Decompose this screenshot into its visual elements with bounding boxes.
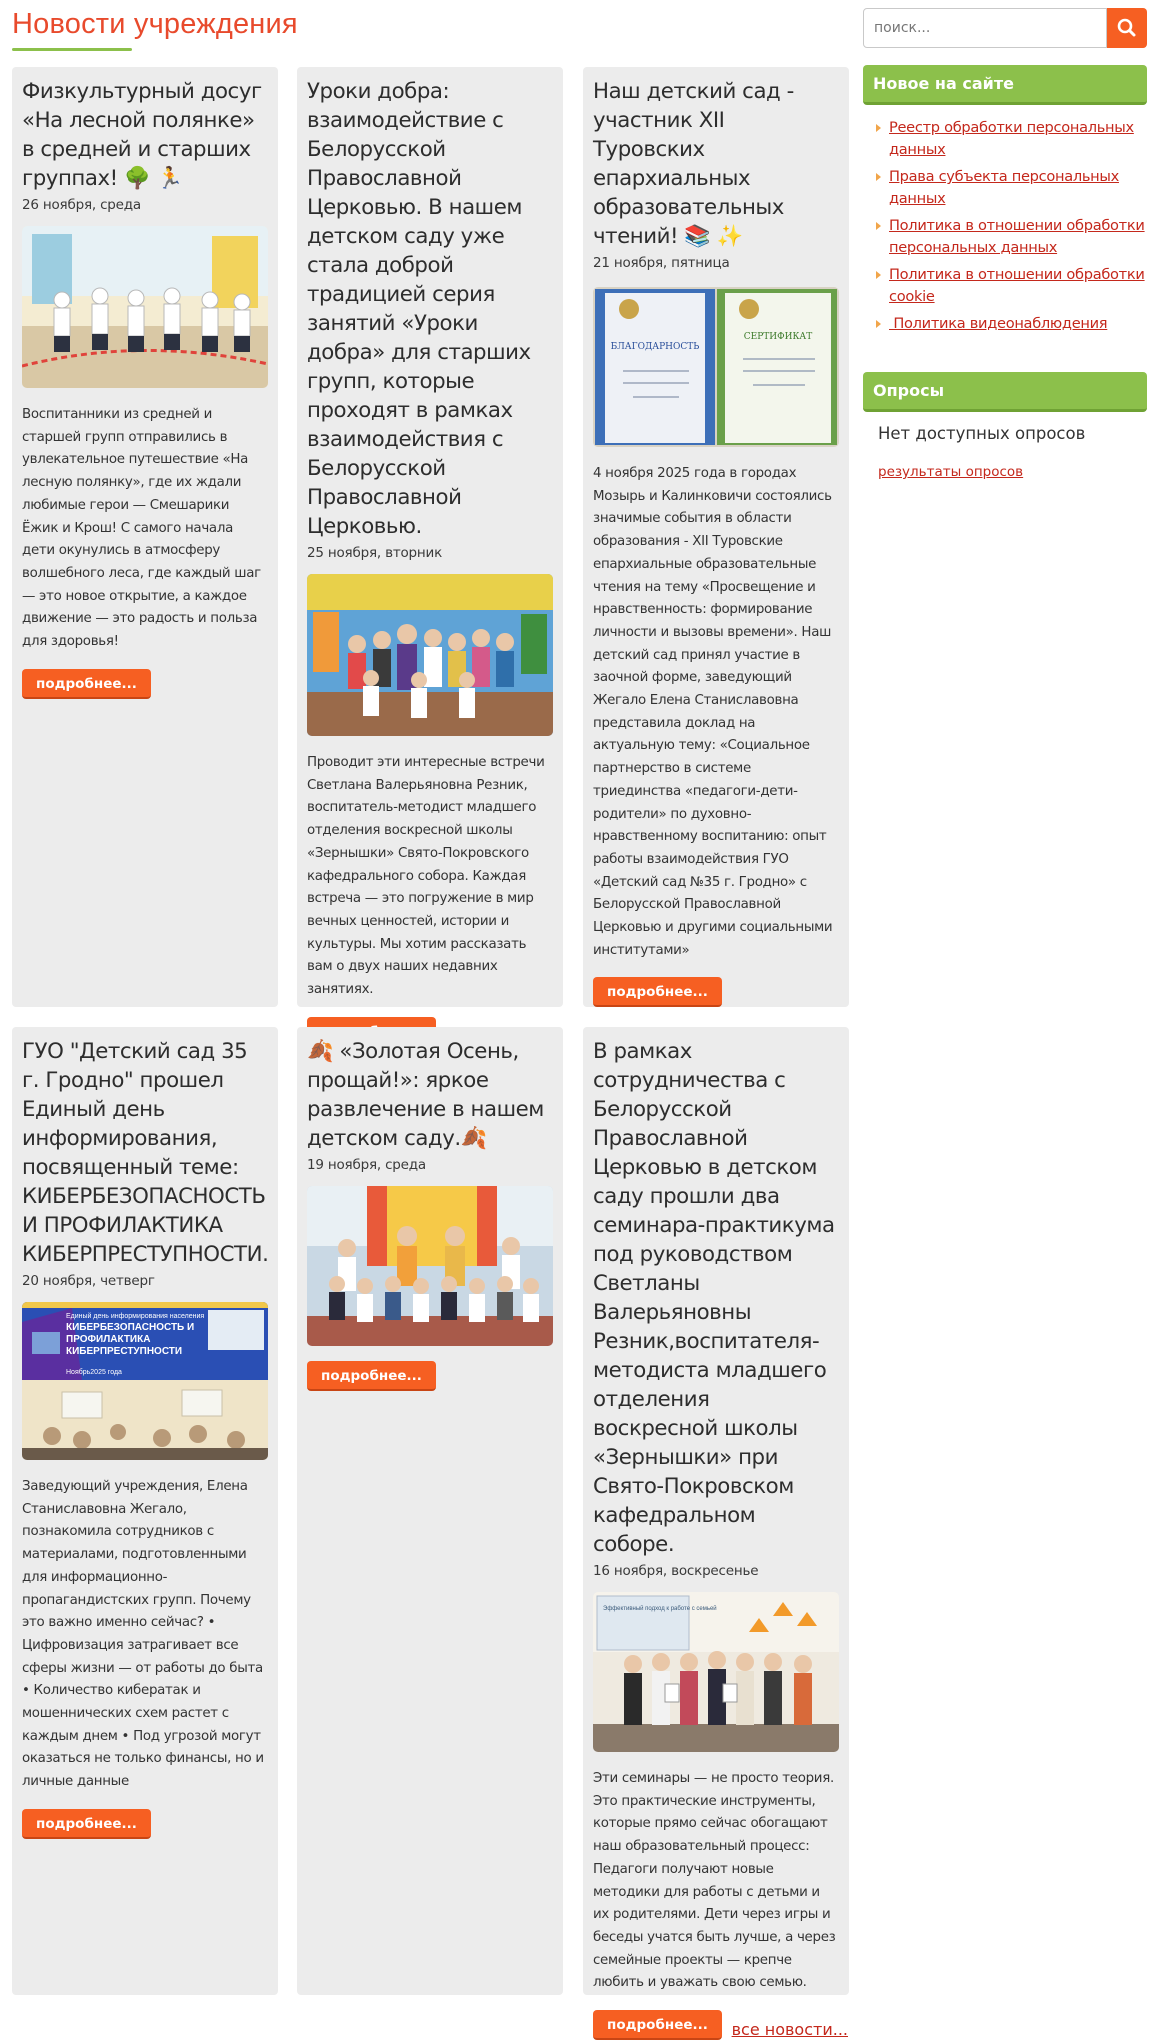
read-more-button[interactable]: подробнее... [22,1809,151,1839]
slide-banner-text: Эффективный подход к работе с семьей [603,1606,717,1612]
news-excerpt: Проводит эти интересные встречи Светлана Валерьяновна Резник, воспитатель-методист младшего отделения воскресной школы «Зернышки» Свято-Покровского кафедрального собора. Каждая встреча — это погружение в мир вечных ценностей, истории и культуры. Мы хотим рассказать вам о двух наших недавних занятиях. [307,755,545,998]
search-icon [1107,8,1147,48]
sidebar-link[interactable]: Политика в отношении обработки cookie [889,266,1145,305]
certificate-label-right: СЕРТИФИКАТ [743,332,813,342]
news-card [583,67,849,1007]
news-title[interactable]: 🍂 «Золотая Осень, прощай!»: яркое развлечение в нашем детском саду.🍂 [307,1039,544,1151]
news-title[interactable]: Уроки добра: взаимодействие с Белорусской Православной Церковью. В нашем детском саду уже стала доброй традицией серия занятий «Уроки добра» для старших групп, которые проходят в рамках взаимодействия с Белорусской Православной Церковью. [307,79,531,539]
all-news-link[interactable]: все новости... [731,2020,848,2039]
news-image[interactable] [593,287,839,447]
sidebar-link-item[interactable] [876,166,1146,210]
sidebar-link[interactable]: Права субъекта персональных данных [889,168,1119,207]
news-image[interactable] [307,574,553,736]
search-input[interactable]: поиск... [863,8,1107,48]
news-image[interactable] [22,1302,268,1460]
news-excerpt: Заведующий учреждения, Елена Станиславовна Жегало, познакомила сотрудников с материалами, подготовленными для информационно-пропагандистских групп. Почему это важно именно сейчас? • Цифровизация затрагивает все сферы жизни — от работы до быта • Количество кибератак и мошеннических схем растет с каждым днем • Под угрозой могут оказаться не только финансы, но и личные данные [22,1479,264,1790]
news-date: 20 ноября, четверг [22,1273,155,1289]
news-excerpt: 4 ноября 2025 года в городах Мозырь и Калинковичи состоялись значимые события в области образования - XII Туровские епархиальные образовательные чтения на тему «Просвещение и нравственность: формирование личности и вызовы времени». Наш детский сад принял участие в заочной форме, заведующий Жегало Елена Станиславовна представила доклад на актуальную тему: «Социальное партнерство в системе триединства «педагоги-дети-родители» по духовно-нравственному воспитанию: опыт работы взаимодействия ГУО «Детский сад №35 г. Гродно» с Белорусской Православной Церковью и другими социальными институтами» [593,466,833,958]
bullet-arrow-icon [876,271,881,279]
news-excerpt: Воспитанники из средней и старшей групп отправились в увлекательное путешествие «На лесную полянку», где их ждали любимые герои — Смешарики Ёжик и Крош! С самого начала дети окунулись в атмосферу волшебного леса, где каждый шаг — это новое открытие, а каждое движение — это радость и польза для здоровья! [22,407,261,650]
news-title[interactable]: Физкультурный досуг «На лесной полянке» в средней и старших группах! 🌳 🏃 [22,79,262,191]
polls-header: Опросы [863,372,1147,412]
sidebar-link-item[interactable] [876,313,1146,335]
poll-results-link[interactable]: результаты опросов [878,464,1024,480]
sidebar-link[interactable]: Политика видеонаблюдения [889,315,1108,332]
news-date: 25 ноября, вторник [307,545,443,561]
banner-sub-text: Ноябрь2025 года [66,1369,122,1376]
sidebar-link[interactable]: Реестр обработки персональных данных [889,119,1134,158]
sidebar-link-item[interactable] [876,117,1146,161]
no-polls-text: Нет доступных опросов [878,424,1086,443]
news-card [12,1027,278,1995]
new-on-site-list [876,117,1146,340]
news-image[interactable] [307,1186,553,1346]
sidebar-link-item[interactable] [876,215,1146,259]
news-image[interactable] [593,1592,839,1752]
bullet-arrow-icon [876,222,881,230]
news-card [297,67,563,1007]
bullet-arrow-icon [876,173,881,181]
news-card [297,1027,563,1995]
bullet-arrow-icon [876,124,881,132]
page-title: Новости учреждения [12,8,298,40]
title-underline [12,48,132,51]
news-excerpt: Эти семинары — не просто теория. Это практические инструменты, которые прямо сейчас обогащают наш образовательный процесс: Педагоги получают новые методики для работы с детьми и их родителями. Дети через игры и беседы учатся быть лучше, а через семейные проекты — крепче любить и уважать свою семью. [593,1771,836,1991]
banner-small-text: Единый день информирования населения [66,1313,205,1320]
banner-big-text: КИБЕРБЕЗОПАСНОСТЬ И ПРОФИЛАКТИКА КИБЕРПРЕСТУПНОСТИ [66,1322,195,1357]
certificate-label-left: БЛАГОДАРНОСТЬ [610,342,700,352]
search-button[interactable] [1107,8,1147,48]
sidebar-link[interactable]: Политика в отношении обработки персональных данных [889,217,1145,256]
sidebar-link-item[interactable] [876,264,1146,308]
news-date: 19 ноября, среда [307,1157,426,1173]
read-more-button[interactable]: подробнее... [593,977,722,1007]
bullet-arrow-icon [876,320,881,328]
news-title[interactable]: ГУО "Детский сад 35 г. Гродно" прошел Единый день информирования, посвященный теме: КИБЕРБЕЗОПАСНОСТЬ И ПРОФИЛАКТИКА КИБЕРПРЕСТУПНОСТИ. [22,1039,269,1267]
new-on-site-header: Новое на сайте [863,65,1147,105]
news-date: 16 ноября, воскресенье [593,1563,759,1579]
news-date: 21 ноября, пятница [593,255,730,271]
news-image[interactable] [22,226,268,388]
read-more-button[interactable]: подробнее... [22,669,151,699]
news-title[interactable]: Наш детский сад - участник XII Туровских епархиальных образовательных чтений! 📚 ✨ [593,79,794,249]
news-card [12,67,278,1007]
read-more-button[interactable]: подробнее... [307,1361,436,1391]
news-date: 26 ноября, среда [22,197,141,213]
read-more-button[interactable]: подробнее... [593,2010,722,2040]
news-title[interactable]: В рамках сотрудничества с Белорусской Православной Церковью в детском саду прошли два семинара-практикума под руководством Светланы Валерьяновны Резник,воспитателя-методиста младшего отделения воскресной школы «Зернышки» при Свято-Покровском кафедральном соборе. [593,1039,835,1557]
